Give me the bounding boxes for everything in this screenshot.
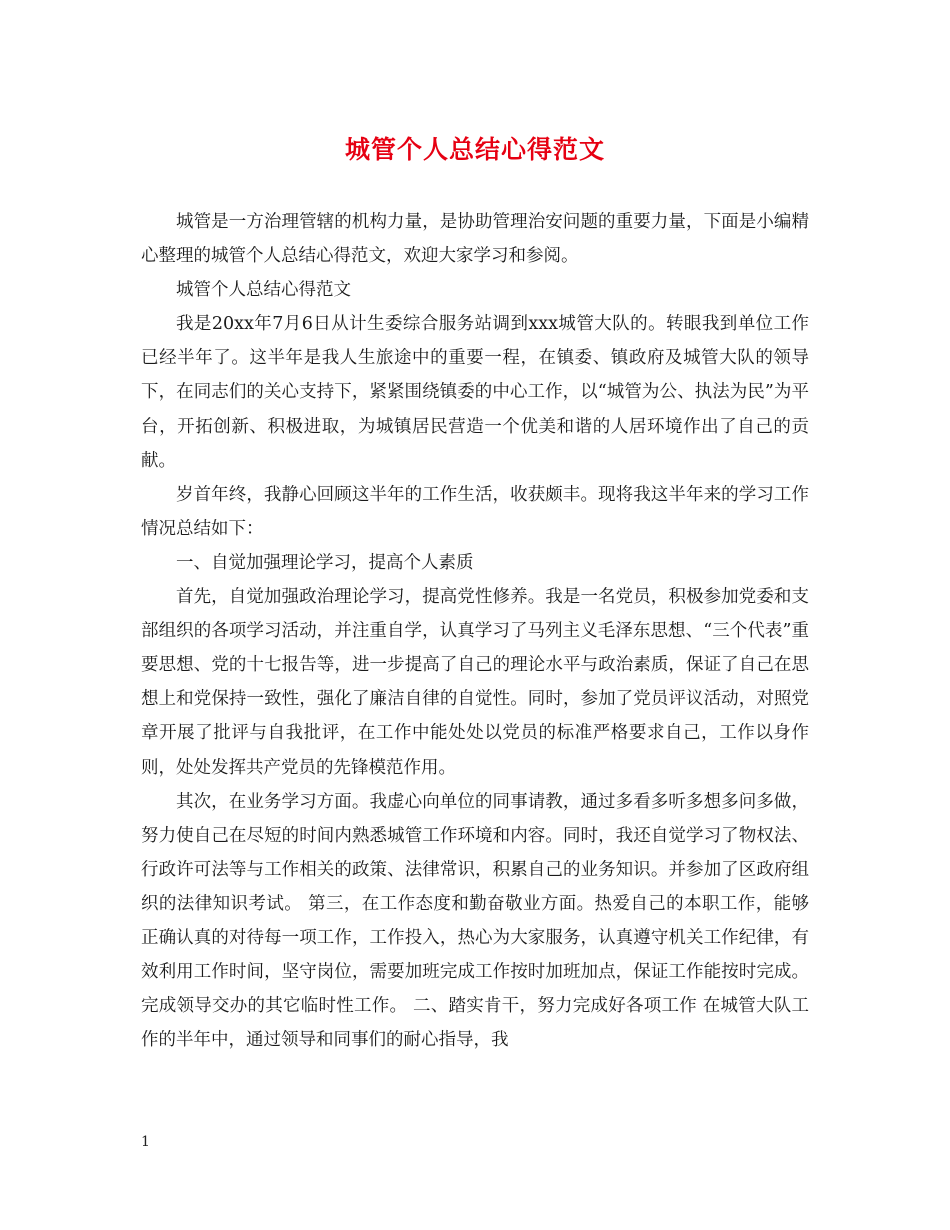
section-heading-1: 一、自觉加强理论学习，提高个人素质 [176, 552, 474, 573]
paragraph-political-study: 首先，自觉加强政治理论学习，提高党性修养。我是一名党员，积极参加党委和支部组织的各项学习活动，并注重自学，认真学习了马列主义毛泽东思想、“三个代表”重要思想、党的十七报告等，进一步提高了自己的理论水平与政治素质，保证了自己在思想上和党保持一致性，强化了廉洁自律的自觉性。同时，参加了党员评议活动，对照党章开展了批评与自我批评，在工作中能处处以党员的标准严格要求自己，工作以身作则，处处发挥共产党员的先锋模范作用。 [141, 587, 809, 778]
paragraph-review: 岁首年终，我静心回顾这半年的工作生活，收获颇丰。现将我这半年来的学习工作情况总结如下： [141, 484, 809, 539]
paragraph-subtitle: 城管个人总结心得范文 [176, 280, 351, 301]
document-body [141, 205, 809, 1057]
paragraph-background: 我是20xx年7月6日从计生委综合服务站调到xxx城管大队的。转眼我到单位工作已经半年了。这半年是我人生旅途中的重要一程，在镇委、镇政府及城管大队的领导下，在同志们的关心支持下，紧紧围绕镇委的中心工作，以“城管为公、执法为民”为平台，开拓创新、积极进取，为城镇居民营造一个优美和谐的人居环境作出了自己的贡献。 [141, 314, 809, 471]
paragraph-business-study: 其次，在业务学习方面。我虚心向单位的同事请教，通过多看多听多想多问多做，努力使自己在尽短的时间内熟悉城管工作环境和内容。同时，我还自觉学习了物权法、行政许可法等与工作相关的政策、法律常识，积累自己的业务知识。并参加了区政府组织的法律知识考试。 第三，在工作态度和勤奋敬业方面。热爱自己的本职工作，能够正确认真的对待每一项工作，工作投入，热心为大家服务，认真遵守机关工作纪律，有效利用工作时间，坚守岗位，需要加班完成工作按时加班加点，保证工作能按时完成。完成领导交办的其它临时性工作。 二、踏实肯干，努力完成好各项工作 在城管大队工作的半年中，通过领导和同事们的耐心指导，我 [141, 791, 809, 1051]
page-number: 1 [141, 1134, 150, 1150]
paragraph-intro: 城管是一方治理管辖的机构力量，是协助管理治安问题的重要力量，下面是小编精心整理的城管个人总结心得范文，欢迎大家学习和参阅。 [141, 212, 809, 267]
document-title: 城管个人总结心得范文 [344, 135, 605, 164]
